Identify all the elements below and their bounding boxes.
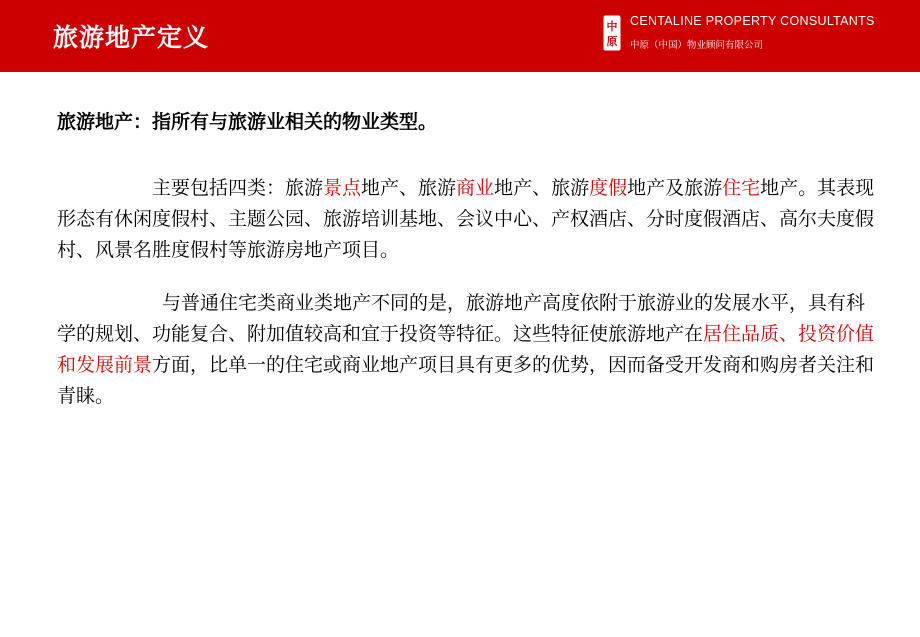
highlight-scenic: 景点	[323, 177, 362, 199]
highlight-commercial: 商业	[456, 177, 495, 199]
text-segment: 与普通住宅类商业类地产不同的是，旅游地产高度依附于旅游业的发展水平，具有科学的规划、功能复合、附加值较高和宜于投资等特征。这些特征使旅游地产在	[57, 292, 866, 345]
highlight-residential: 住宅	[722, 177, 761, 199]
company-brand	[603, 14, 903, 54]
brand-english-name: CENTALINE PROPERTY CONSULTANTS	[630, 14, 875, 28]
slide-content	[57, 105, 877, 412]
text-segment: 方面，比单一的住宅或商业地产项目具有更多的优势，因而备受开发商和购房者关注和青睐。	[57, 354, 875, 407]
centaline-logo-icon	[603, 15, 621, 51]
text-segment: 主要包括四类：旅游	[152, 177, 324, 199]
logo-char-1: 中	[606, 20, 618, 33]
highlight-advantages: 居住品质、投资价值和发展前景	[57, 323, 875, 376]
definition-heading: 旅游地产：指所有与旅游业相关的物业类型。	[57, 111, 438, 133]
paragraph-categories	[57, 173, 877, 266]
slide-title: 旅游地产定义	[53, 23, 210, 52]
paragraph-features	[57, 288, 877, 412]
highlight-resort: 度假	[589, 177, 628, 199]
text-segment: 地产、旅游	[361, 177, 457, 199]
logo-char-2: 原	[606, 35, 618, 48]
text-segment: 地产。其表现形态有休闲度假村、主题公园、旅游培训基地、会议中心、产权酒店、分时度假酒店、高尔夫度假村、风景名胜度假村等旅游房地产项目。	[57, 177, 875, 261]
text-segment: 地产、旅游	[494, 177, 590, 199]
brand-chinese-name: 中原（中国）物业顾问有限公司	[630, 40, 764, 51]
header-bar	[0, 0, 920, 72]
text-segment: 地产及旅游	[627, 177, 723, 199]
